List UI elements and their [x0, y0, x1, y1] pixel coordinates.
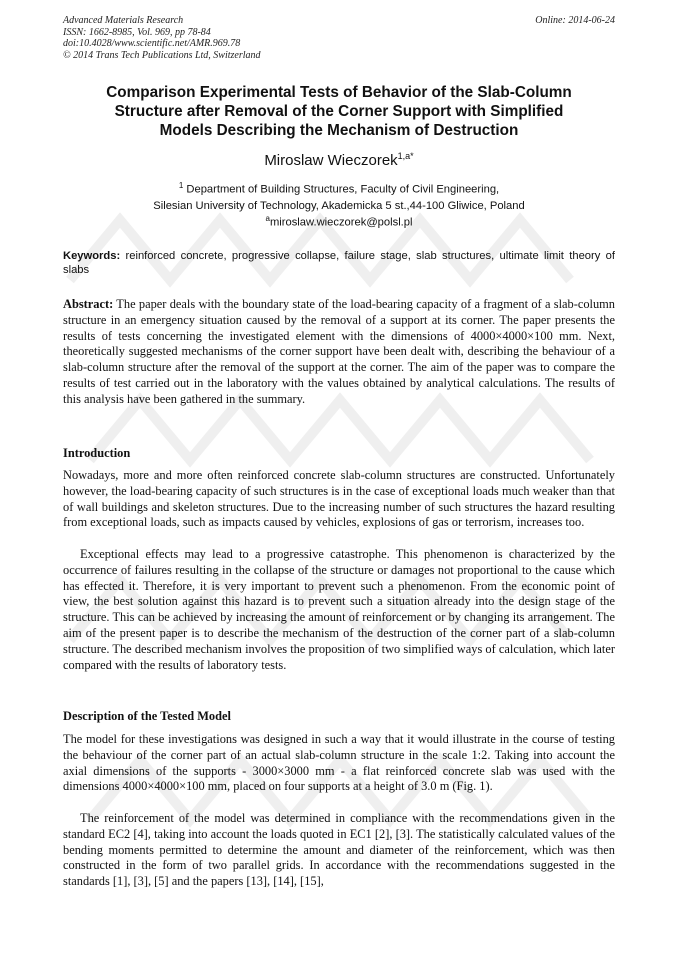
author-name: Miroslaw Wieczorek [264, 152, 398, 169]
journal-header [63, 15, 615, 61]
journal-name: Advanced Materials Research [63, 15, 184, 26]
title-line: Structure after Removal of the Corner Support with Simplified [114, 103, 564, 120]
author-sup: 1,a* [397, 151, 414, 161]
copyright: © 2014 Trans Tech Publications Ltd, Switzerland [63, 49, 261, 61]
abstract-text: The paper deals with the boundary state of the load-bearing capacity of a fragment of a slab-column structure in an emergency situation caused by the removal of a support at its corner. The paper presents the results of tests concerning the investigated element with the dimensions of 4000×4000×100 mm. Next, theoretically suggested mechanisms of the corner support have been dealt with, describing the behaviour of a slab-column structure after the removal of the support at the corner. The aim of the paper was to compare the results of test carried out in the laboratory with the values obtained by analytical calculations. The results of this analysis have been gathered in the summary. [63, 297, 615, 406]
title-line: Comparison Experimental Tests of Behavior of the Slab-Column [106, 84, 572, 101]
keywords [63, 249, 615, 277]
description-paragraph-2: The reinforcement of the model was determined in compliance with the recommendations given in the standard EC2 [4], taking into account the loads quoted in EC1 [2], [3]. The statistically calculated values of the bending moments permitted to determine the amount and diameter of the reinforcement, which was then constructed in the form of two parallel grids. In accordance with the recommendations suggested in the standards [1], [3], [5] and the papers [13], [14], [15], [63, 811, 615, 889]
email [63, 214, 615, 229]
section-heading-description: Description of the Tested Model [63, 709, 231, 723]
section-heading-introduction: Introduction [63, 446, 131, 460]
abstract-label: Abstract: [63, 297, 114, 311]
abstract [63, 297, 615, 408]
introduction-paragraph-1: Nowadays, more and more often reinforced concrete slab-column structures are constructed. Unfortunately however, the load-bearing capacity of such structures is in the case of exceptional loads much weaker than that of wall buildings and skeleton structures. Due to the increasing number of such structures the hazard resulting from exceptional loads, such as impacts caused by vehicles, explosions of gas or terrorism, increases too. [63, 468, 615, 530]
affiliation-line-1: Department of Building Structures, Faculty of Civil Engineering, [183, 183, 500, 196]
issn: ISSN: 1662-8985, Vol. 969, pp 78-84 [63, 26, 211, 38]
introduction-paragraph-2: Exceptional effects may lead to a progressive catastrophe. This phenomenon is characterized by the occurrence of failures resulting in the collapse of the structure or damages not proportional to the cause which has effected it. Therefore, it is very important to prevent such a phenomenon. From the economic point of view, the best solution against this hazard is to prevent such a situation already into the design stage of the structure. This can be achieved by increasing the amount of reinforcement or by changing its arrangement. The aim of the present paper is to describe the mechanism of the destruction of the corner part of a slab-column structure. The described mechanism involves the proposition of two simplified ways of calculation, which later compared with the results of laboratory tests. [63, 547, 615, 672]
keywords-text: reinforced concrete, progressive collapse, failure stage, slab structures, ultimate limit theory of slabs [63, 250, 615, 276]
paper-title [63, 83, 615, 140]
affiliation-sup: 1 [178, 181, 184, 190]
author [63, 151, 615, 169]
description-paragraph-1: The model for these investigations was designed in such a way that it would illustrate in the course of testing the behaviour of the corner part of an actual slab-column structure in the scale 1:2. Taking into account the axial dimensions of the supports - 3000×3000 mm - a flat reinforced concrete slab was used with the dimensions 4000×4000×100 mm, placed on four supports at a height of 3.0 m (Fig. 1). [63, 732, 615, 794]
email-address[interactable]: miroslaw.wieczorek@polsl.pl [269, 216, 413, 229]
doi: doi:10.4028/www.scientific.net/AMR.969.78 [63, 38, 241, 49]
title-line: Models Describing the Mechanism of Destruction [159, 122, 519, 139]
affiliation-line-2: Silesian University of Technology, Akademicka 5 st.,44-100 Gliwice, Poland [153, 199, 525, 212]
keywords-label: Keywords: [63, 250, 121, 262]
online-date: Online: 2014-06-24 [535, 15, 615, 26]
email-sup: a [265, 214, 270, 223]
affiliation [63, 178, 615, 214]
